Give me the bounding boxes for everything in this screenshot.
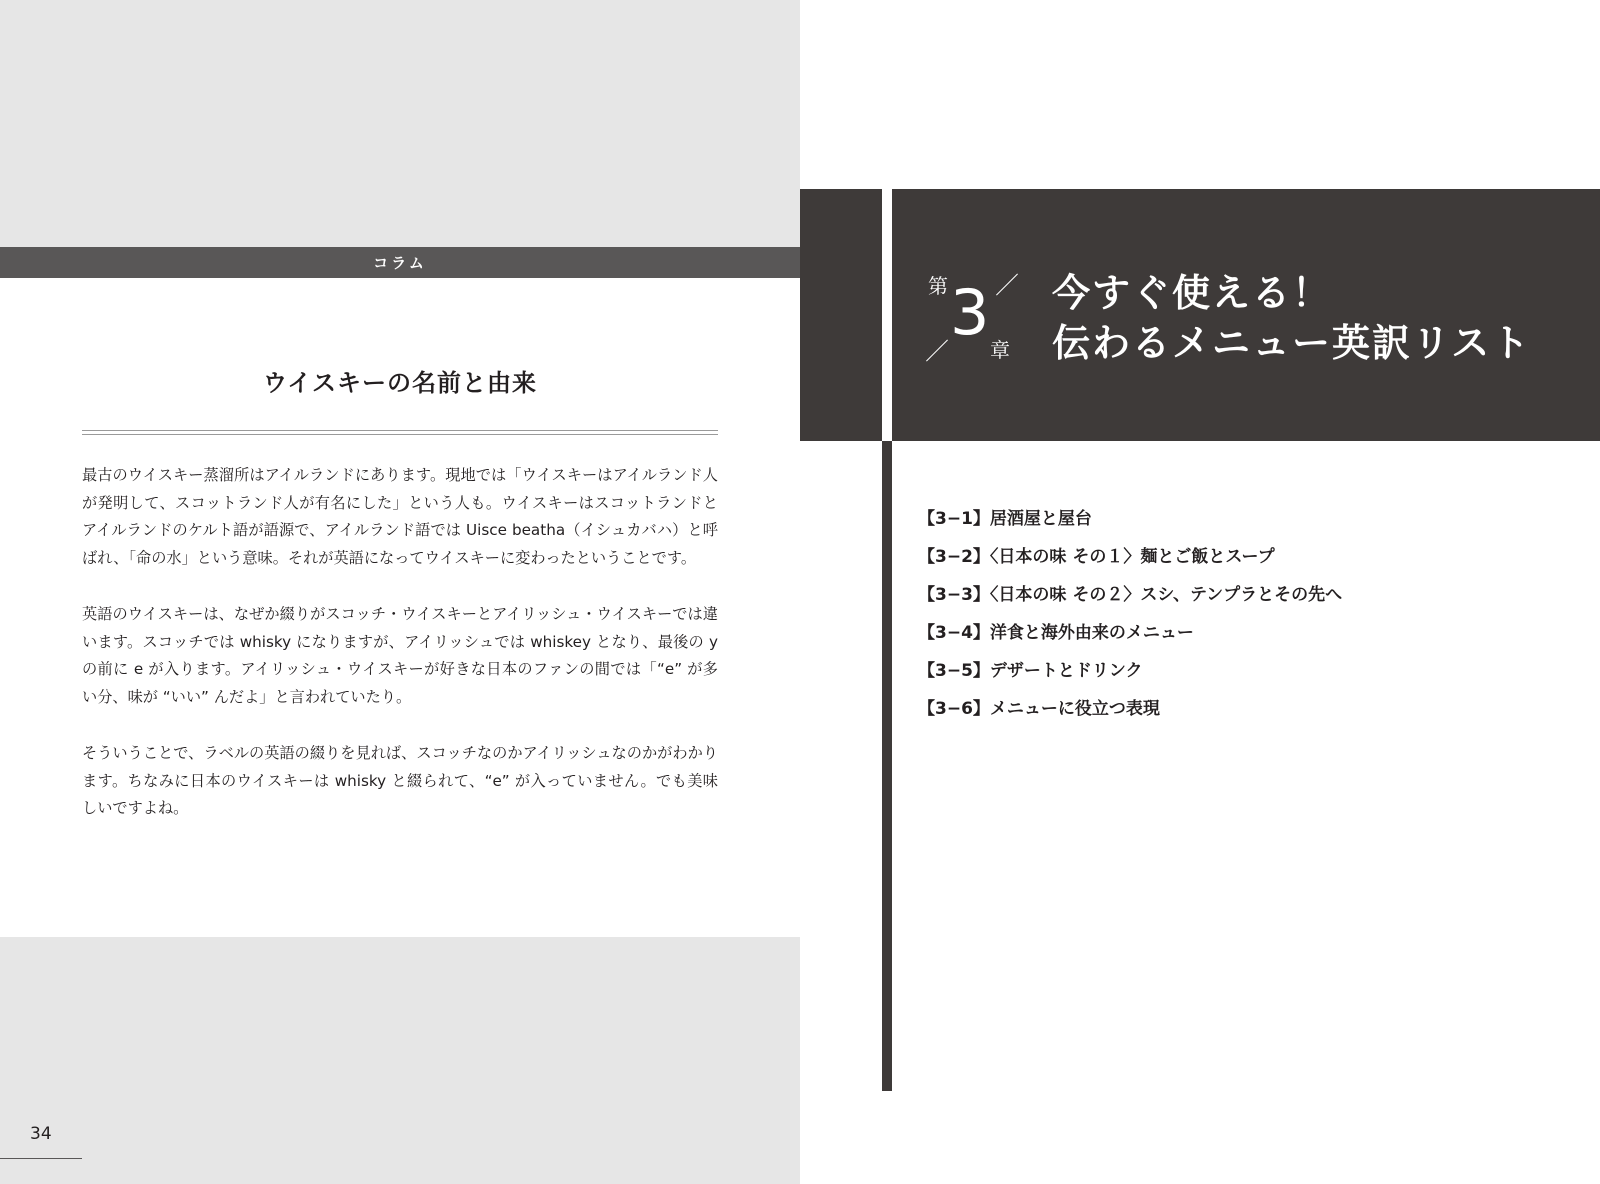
band-divider xyxy=(882,189,892,441)
column-label: コラム xyxy=(373,254,427,272)
toc-item-3-5: 【3−5】デザートとドリンク xyxy=(918,661,1143,681)
column-title: ウイスキーの名前と由来 xyxy=(262,369,538,397)
column-paragraph-3: そういうことで、ラベルの英語の綴りを見れば、スコッチなのかアイリッシュなのかがわかります。ちなみに日本のウイスキーは whisky と綴られて、“e” が入っていません。でも美味しいですよね。 xyxy=(82,744,718,817)
table-of-contents xyxy=(918,500,1342,728)
page-number-rule xyxy=(0,1158,82,1159)
column-paragraph-2: 英語のウイスキーは、なぜか綴りがスコッチ・ウイスキーとアイリッシュ・ウイスキーでは違います。スコッチでは whisky になりますが、アイリッシュでは whiskey となり、最後の y の前に e が入ります。アイリッシュ・ウイスキーが好きな日本のファンの間では「“e” が多い分、味が “いい” んだよ」と言われていたり。 xyxy=(82,605,718,706)
column-header-band xyxy=(0,247,800,278)
chapter-number: 3 xyxy=(950,276,990,349)
vertical-accent-bar xyxy=(882,441,892,1091)
toc-item-3-3: 【3−3】〈日本の味 その２〉スシ、テンプラとその先へ xyxy=(918,585,1343,605)
chapter-suffix: 章 xyxy=(990,338,1010,362)
title-double-rule xyxy=(82,430,718,435)
toc-item-3-4: 【3−4】洋食と海外由来のメニュー xyxy=(918,623,1194,643)
toc-item-3-1: 【3−1】居酒屋と屋台 xyxy=(918,509,1092,529)
right-page xyxy=(800,0,1600,1184)
toc-item-3-2: 【3−2】〈日本の味 その１〉麺とご飯とスープ xyxy=(918,547,1275,567)
chapter-title xyxy=(1052,268,1531,368)
chapter-title-line-1: 今すぐ使える！ xyxy=(1052,271,1333,315)
chapter-prefix: 第 xyxy=(928,274,948,298)
page-number: 34 xyxy=(30,1124,52,1144)
column-body xyxy=(82,462,718,852)
column-paragraph-1: 最古のウイスキー蒸溜所はアイルランドにあります。現地では「ウイスキーはアイルランド人が発明して、スコットランド人が有名にした」という人も。ウイスキーはスコットランドとアイルランドのケルト語が語源で、アイルランド語では Uisce beatha（イシュカバハ）と呼ばれ、「命の水」という意味。それが英語になってウイスキーに変わったということです。 xyxy=(82,466,718,567)
toc-item-3-6: 【3−6】メニューに役立つ表現 xyxy=(918,699,1160,719)
chapter-title-line-2: 伝わるメニュー英訳リスト xyxy=(1052,321,1532,365)
